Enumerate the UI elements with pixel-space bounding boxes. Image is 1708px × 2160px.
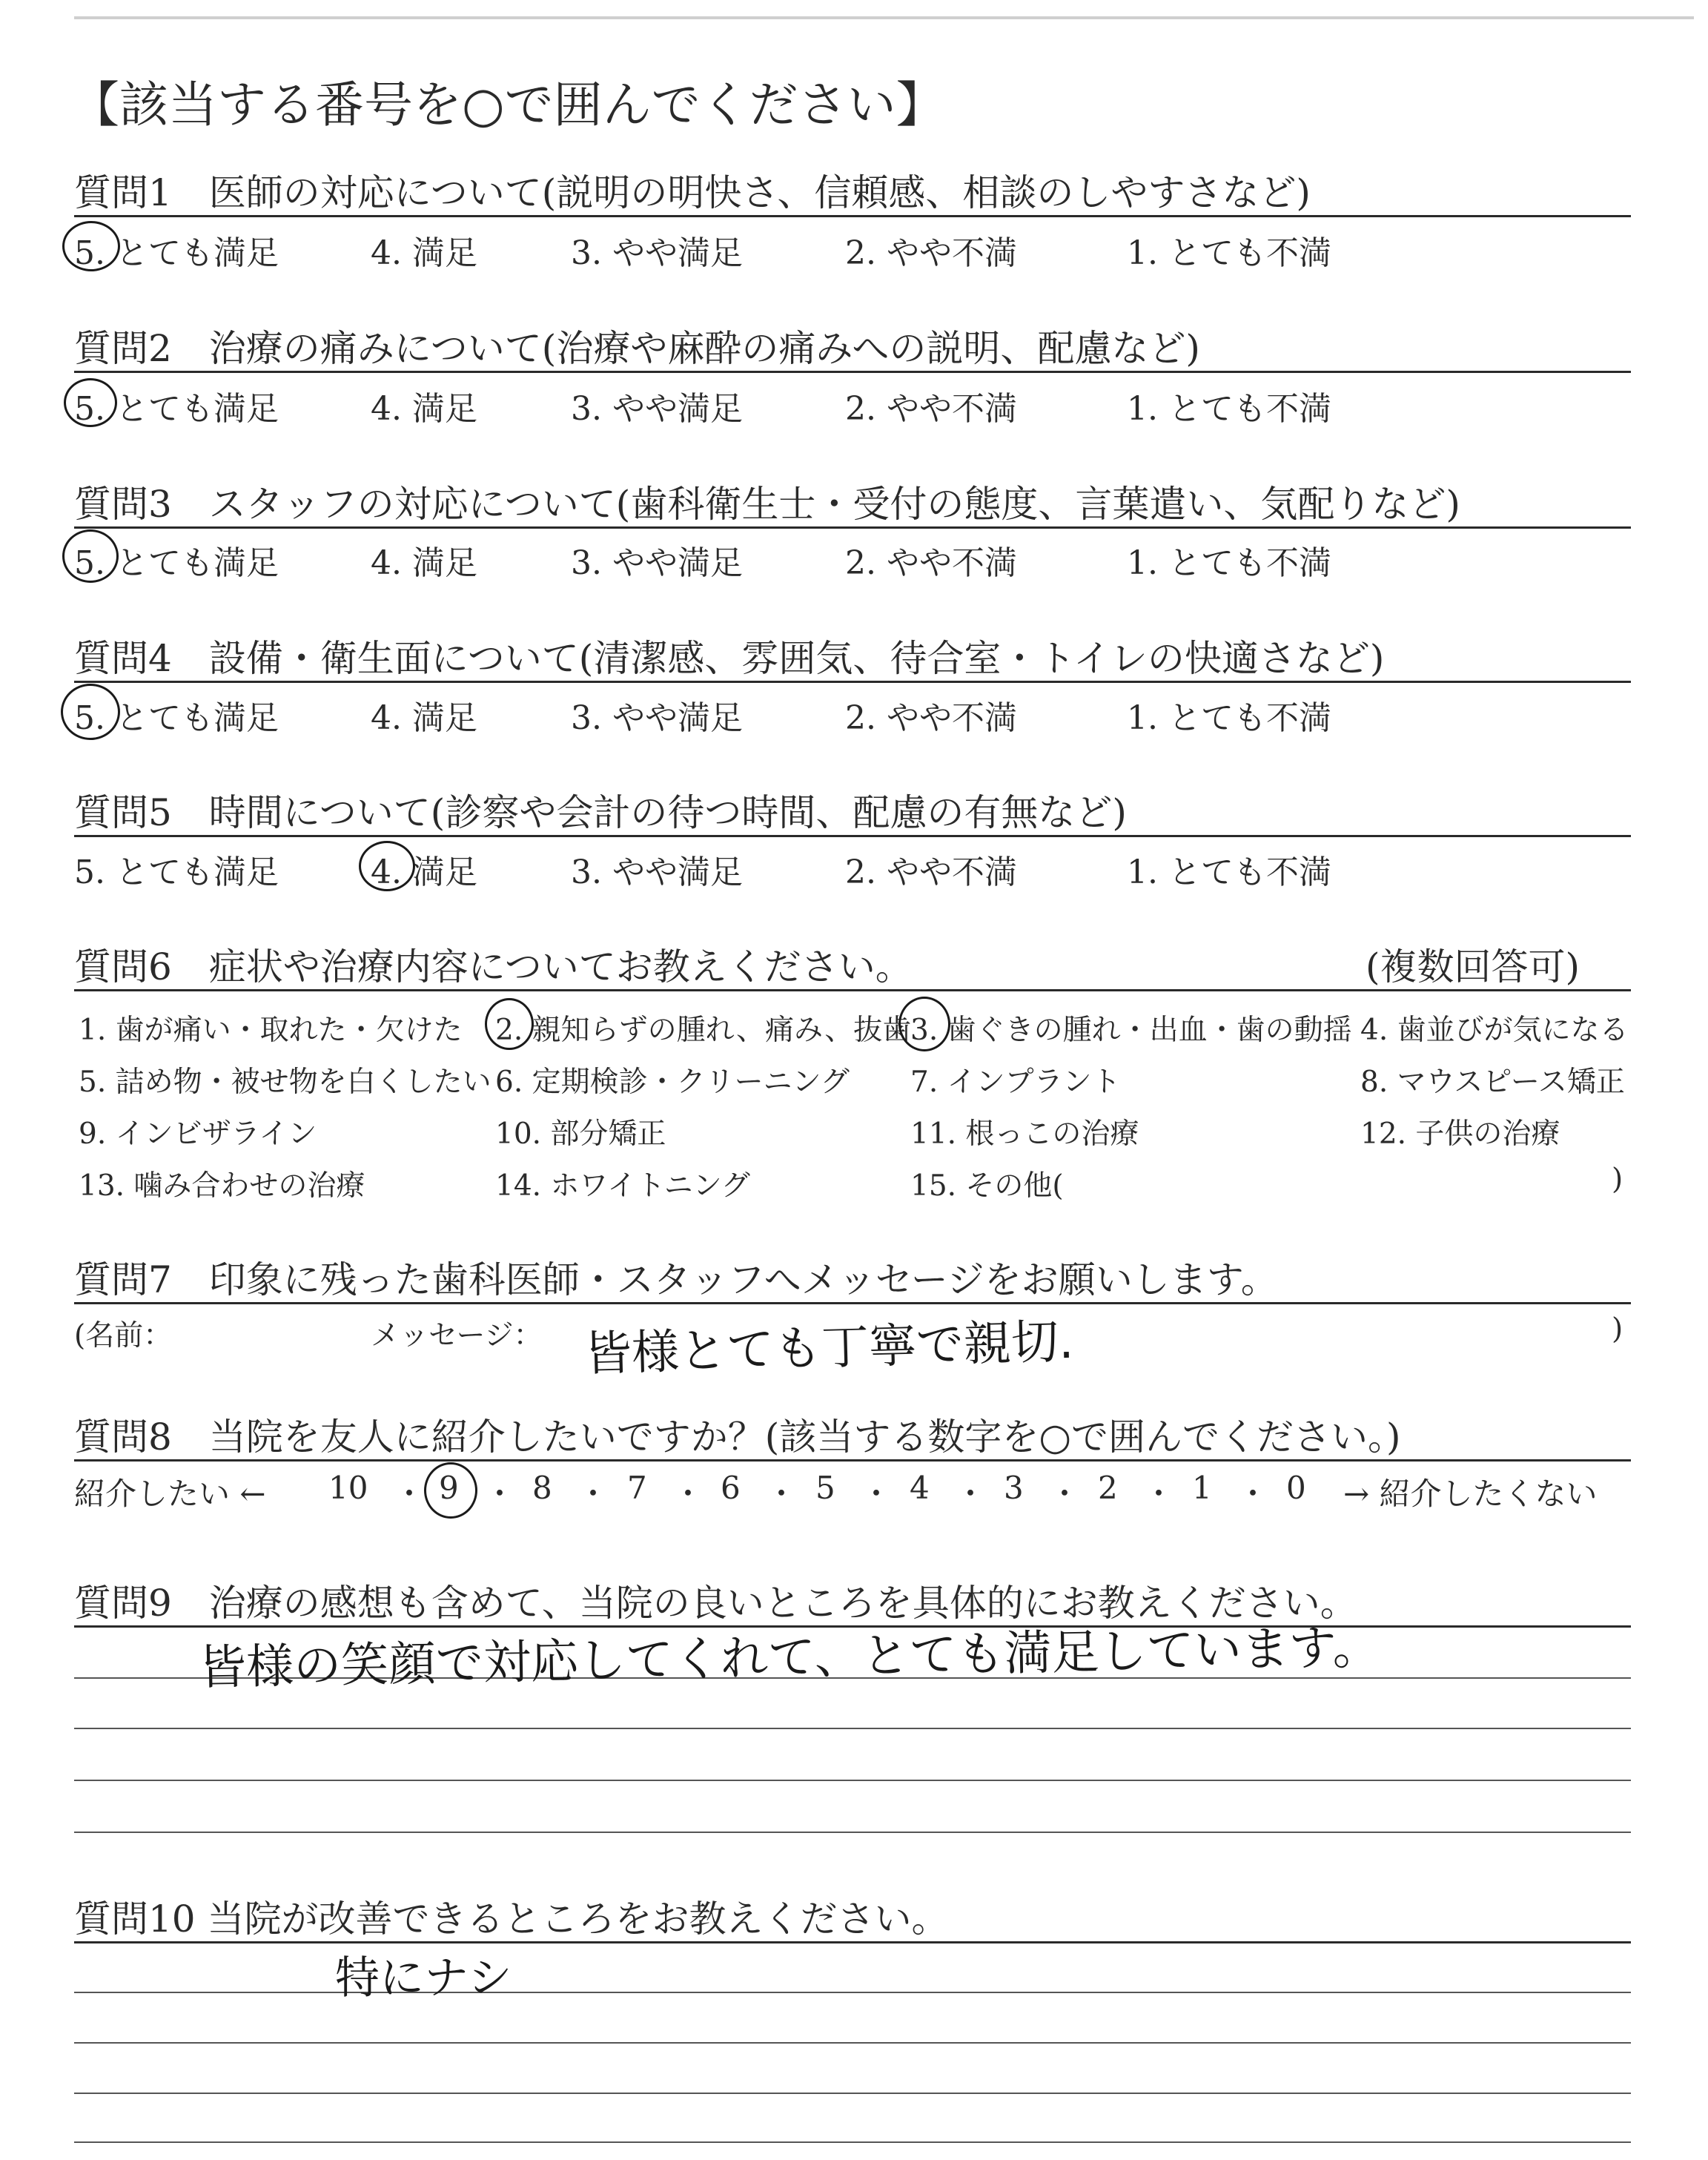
q10-title: 質問10 当院が改善できるところをお教えください。 [74, 1898, 949, 1941]
symptom-item-12[interactable]: 12. 子供の治療 [1360, 1117, 1560, 1151]
q7-title: 質問7 印象に残った歯科医師・スタッフへメッセージをお願いします。 [74, 1258, 1278, 1301]
symptom-item-4[interactable]: 4. 歯並びが気になる [1360, 1014, 1629, 1047]
scale-6[interactable]: 6 [721, 1470, 741, 1506]
q2-option-1[interactable]: 1. とても不満 [1127, 390, 1331, 428]
scale-dot: ・ [955, 1476, 987, 1512]
answer-line [74, 1992, 1631, 1993]
top-border [74, 16, 1694, 19]
q8-title: 質問8 当院を友人に紹介したいですか？(該当する数字を○で囲んでください。) [74, 1416, 1401, 1459]
message-close-paren: ) [1612, 1312, 1623, 1346]
q5-rule [74, 835, 1631, 837]
scale-7[interactable]: 7 [627, 1470, 647, 1506]
symptom-item-8[interactable]: 8. マウスピース矯正 [1360, 1066, 1625, 1099]
q6-multiple-note: (複数回答可) [1366, 945, 1580, 988]
scale-dot: ・ [1237, 1476, 1269, 1512]
symptom-item-2[interactable]: 2. 親知らずの腫れ、痛み、抜歯 [495, 1014, 912, 1047]
symptom-item-15[interactable]: 15. その他( [910, 1169, 1064, 1203]
q7-rule [74, 1302, 1631, 1304]
symptom-item-9[interactable]: 9. インビザライン [79, 1117, 317, 1151]
q4-option-3[interactable]: 3. やや満足 [571, 699, 743, 737]
q5-option-1[interactable]: 1. とても不満 [1127, 853, 1331, 891]
q3-option-3[interactable]: 3. やや満足 [571, 544, 743, 582]
q3-option-1[interactable]: 1. とても不満 [1127, 544, 1331, 582]
answer-line [74, 1780, 1631, 1781]
q5-option-4[interactable]: 4. 満足 [371, 853, 477, 891]
q2-option-3[interactable]: 3. やや満足 [571, 390, 743, 428]
q4-option-5[interactable]: 5. とても満足 [74, 699, 279, 737]
symptom-item-6[interactable]: 6. 定期検診・クリーニング [495, 1066, 850, 1099]
scale-dot: ・ [861, 1476, 893, 1512]
q3-option-2[interactable]: 2. やや不満 [845, 544, 1017, 582]
scale-1[interactable]: 1 [1192, 1470, 1212, 1506]
q2-option-2[interactable]: 2. やや不満 [845, 390, 1017, 428]
symptom-item-13[interactable]: 13. 噛み合わせの治療 [79, 1169, 365, 1203]
q3-title: 質問3 スタッフの対応について(歯科衛生士・受付の態度、言葉遣い、気配りなど) [74, 483, 1460, 526]
q10-rule [74, 1941, 1631, 1943]
q8-rule [74, 1459, 1631, 1462]
q1-option-5[interactable]: 5. とても満足 [74, 234, 279, 272]
q1-selection-circle [62, 221, 120, 271]
q1-option-1[interactable]: 1. とても不満 [1127, 234, 1331, 272]
symptom-item-14[interactable]: 14. ホワイトニング [495, 1169, 750, 1203]
q5-title: 質問5 時間について(診察や会計の待つ時間、配慮の有無など) [74, 791, 1127, 834]
q2-option-5[interactable]: 5. とても満足 [74, 390, 279, 428]
answer-line [74, 1832, 1631, 1833]
symptom-item-3[interactable]: 3. 歯ぐきの腫れ・出血・歯の動揺 [910, 1014, 1352, 1047]
q4-option-2[interactable]: 2. やや不満 [845, 699, 1017, 737]
answer-line [74, 2093, 1631, 2094]
answer-line [74, 2042, 1631, 2044]
scale-10[interactable]: 10 [328, 1470, 368, 1506]
answer-line [74, 1728, 1631, 1729]
q4-rule [74, 681, 1631, 683]
scale-4[interactable]: 4 [910, 1470, 930, 1506]
q2-selection-circle [64, 378, 117, 427]
q4-option-1[interactable]: 1. とても不満 [1127, 699, 1331, 737]
instruction-heading: 【該当する番号を○で囲んでください】 [70, 76, 945, 133]
q6-title: 質問6 症状や治療内容についてお教えください。 [74, 945, 913, 988]
scale-2[interactable]: 2 [1098, 1470, 1118, 1506]
q3-option-4[interactable]: 4. 満足 [371, 544, 477, 582]
q4-option-4[interactable]: 4. 満足 [371, 699, 477, 737]
q3-selection-circle [62, 529, 119, 583]
q4-selection-circle [61, 684, 120, 740]
scale-3[interactable]: 3 [1004, 1470, 1024, 1506]
recommend-left-label: 紹介したい ← [74, 1476, 266, 1512]
q2-rule [74, 371, 1631, 373]
q1-option-3[interactable]: 3. やや満足 [571, 234, 743, 272]
scale-9[interactable]: 9 [439, 1470, 459, 1506]
q3-option-5[interactable]: 5. とても満足 [74, 544, 279, 582]
q5-option-2[interactable]: 2. やや不満 [845, 853, 1017, 891]
q1-option-2[interactable]: 2. やや不満 [845, 234, 1017, 272]
q9-title: 質問9 治療の感想も含めて、当院の良いところを具体的にお教えください。 [74, 1582, 1357, 1625]
scale-dot: ・ [766, 1476, 798, 1512]
q8-selection-circle [424, 1462, 477, 1519]
scale-dot: ・ [577, 1476, 609, 1512]
handwritten-message[interactable]: 皆様とても丁寧で親切. [583, 1314, 1075, 1382]
q1-rule [74, 215, 1631, 217]
q6-selection-circle-2 [485, 998, 534, 1050]
q3-rule [74, 526, 1631, 529]
q5-selection-circle [359, 841, 415, 891]
message-label: メッセージ： [371, 1319, 543, 1353]
symptom-item-5[interactable]: 5. 詰め物・被せ物を白くしたい [79, 1066, 491, 1099]
scale-dot: ・ [672, 1476, 704, 1512]
scale-5[interactable]: 5 [815, 1470, 835, 1506]
scale-dot: ・ [484, 1476, 516, 1512]
q1-title: 質問1 医師の対応について(説明の明快さ、信頼感、相談のしやすさなど) [74, 171, 1311, 214]
q4-title: 質問4 設備・衛生面について(清潔感、雰囲気、待合室・トイレの快適さなど) [74, 637, 1385, 680]
symptom-item-10[interactable]: 10. 部分矯正 [495, 1117, 666, 1151]
q2-title: 質問2 治療の痛みについて(治療や麻酔の痛みへの説明、配慮など) [74, 327, 1200, 370]
handwritten-improvement[interactable]: 特にナシ [335, 1952, 512, 2004]
other-close-paren: ) [1612, 1163, 1623, 1196]
scale-8[interactable]: 8 [532, 1470, 552, 1506]
q6-rule [74, 989, 1631, 991]
scale-dot: ・ [1143, 1476, 1175, 1512]
q1-option-4[interactable]: 4. 満足 [371, 234, 477, 272]
q5-option-5[interactable]: 5. とても満足 [74, 853, 279, 891]
q2-option-4[interactable]: 4. 満足 [371, 390, 477, 428]
handwritten-good-points[interactable]: 皆様の笑顔で対応してくれて、とても満足しています。 [198, 1620, 1381, 1696]
scale-dot: ・ [1049, 1476, 1081, 1512]
symptom-item-1[interactable]: 1. 歯が痛い・取れた・欠けた [79, 1014, 463, 1047]
q5-option-3[interactable]: 3. やや満足 [571, 853, 743, 891]
recommend-right-label: → 紹介したくない [1343, 1476, 1598, 1512]
answer-line [74, 2141, 1631, 2143]
name-label: (名前： [74, 1319, 173, 1353]
symptom-item-7[interactable]: 7. インプラント [910, 1066, 1121, 1099]
q6-selection-circle-3 [898, 997, 950, 1051]
scale-0[interactable]: 0 [1286, 1470, 1306, 1506]
scale-dot: ・ [394, 1476, 426, 1512]
symptom-item-11[interactable]: 11. 根っこの治療 [910, 1117, 1139, 1151]
